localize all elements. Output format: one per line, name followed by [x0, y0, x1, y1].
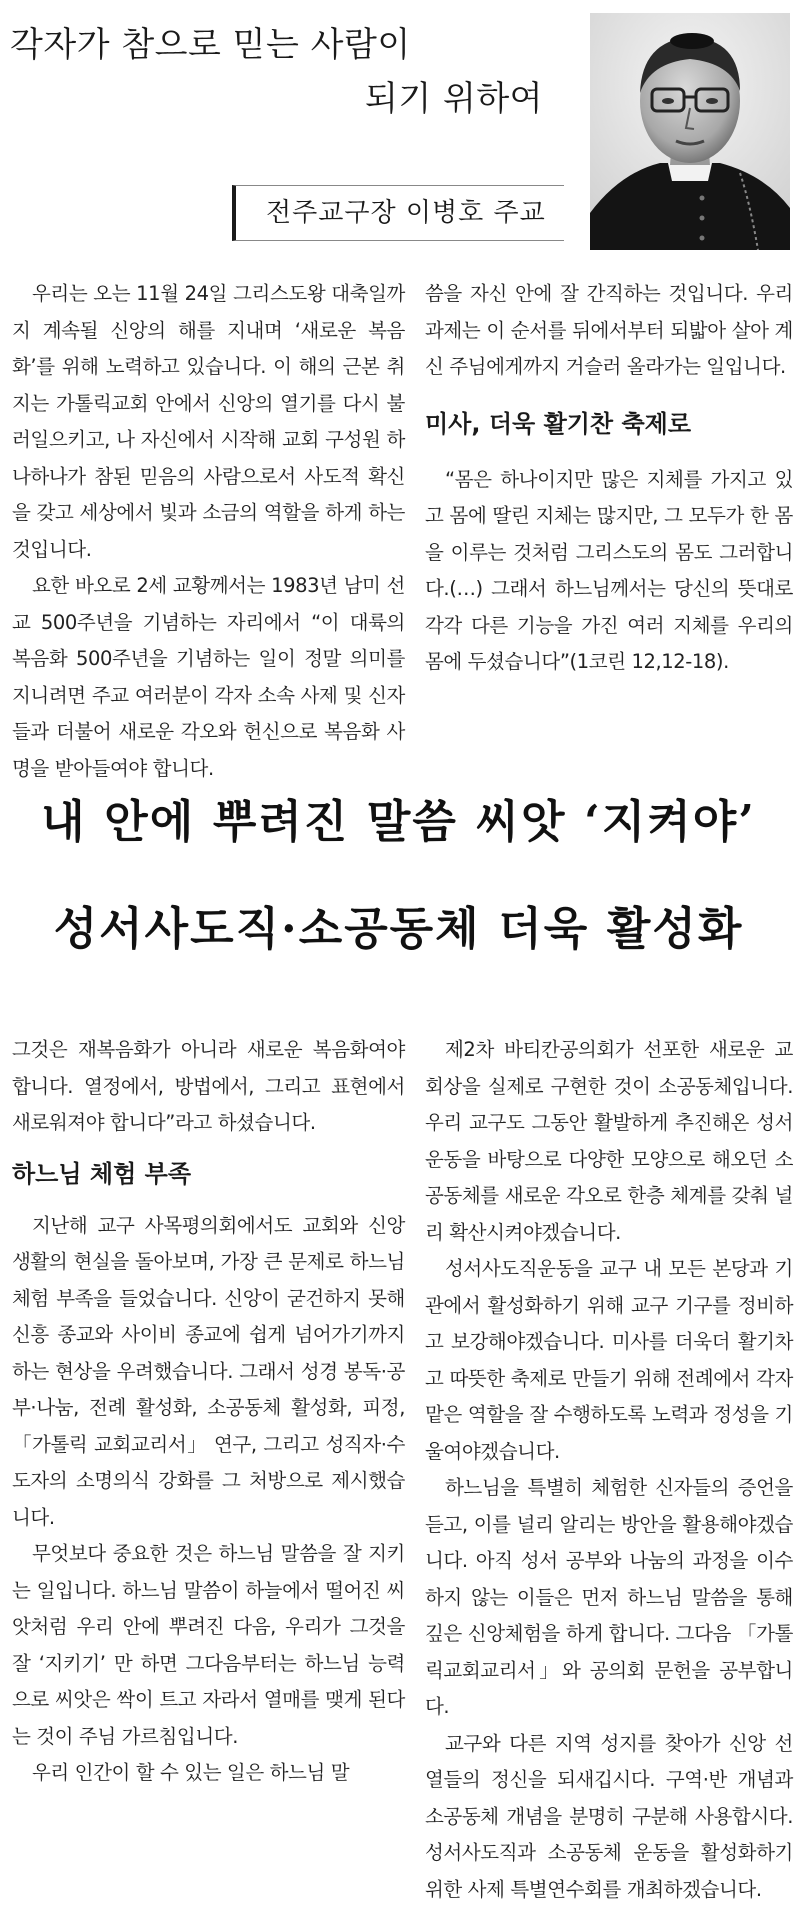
portrait-illustration — [590, 13, 790, 250]
paragraph: 그것은 재복음화가 아니라 새로운 복음화여야 합니다. 열정에서, 방법에서, 그리고 표현에서 새로워져야 합니다”라고 하셨습니다. — [12, 1032, 405, 1142]
paragraph: 우리는 오는 11월 24일 그리스도왕 대축일까지 계속될 신앙의 해를 지내며 ‘새로운 복음화’를 위해 노력하고 있습니다. 이 해의 근본 취지는 가톨릭교회 안에서 신앙의 열기를 다시 불러일으키고, 나 자신에서 시작해 교회 구성원 하나하나가 참된 믿음의 사람으로서 사도적 확신을 갖고 세상에서 빛과 소금의 역할을 하게 하는 것입니다. — [12, 276, 405, 568]
paragraph: 제2차 바티칸공의회가 선포한 새로운 교회상을 실제로 구현한 것이 소공동체입니다. 우리 교구도 그동안 활발하게 추진해온 성서운동을 바탕으로 다양한 모양으로 해오던 소공동체를 새로운 각오로 한층 체계를 갖춰 널리 확산시켜야겠습니다. — [425, 1032, 793, 1251]
subheading: 미사, 더욱 활기찬 축제로 — [425, 404, 793, 444]
author-byline: 전주교구장 이병호 주교 — [266, 198, 546, 228]
column-bottom-right — [425, 1032, 793, 1908]
column-top-right — [425, 276, 793, 681]
paragraph: 교구와 다른 지역 성지를 찾아가 신앙 선열들의 정신을 되새깁시다. 구역·반 개념과 소공동체 개념을 분명히 구분해 사용합시다. 성서사도직과 소공동체 운동을 활성화하기 위한 사제 특별연수회를 개최하겠습니다. — [425, 1726, 793, 1908]
main-headline-line-1: 내 안에 뿌려진 말씀 씨앗 ‘지켜야’ — [0, 785, 797, 850]
paragraph: 무엇보다 중요한 것은 하느님 말씀을 잘 지키는 일입니다. 하느님 말씀이 하늘에서 떨어진 씨앗처럼 우리 안에 뿌려진 다음, 우리가 그것을 잘 ‘지키기’ 만 하면 그다음부터는 하느님 능력으로 씨앗은 싹이 트고 자라서 열매를 맺게 된다는 것이 주님 가르침입니다. — [12, 1536, 405, 1755]
subheading: 하느님 체험 부족 — [12, 1154, 405, 1194]
author-portrait-photo — [590, 13, 790, 250]
article-headline — [10, 18, 570, 126]
paragraph: “몸은 하나이지만 많은 지체를 가지고 있고 몸에 딸린 지체는 많지만, 그 모두가 한 몸을 이루는 것처럼 그리스도의 몸도 그러합니다.(…) 그래서 하느님께서는 당신의 뜻대로 각각 다른 기능을 가진 여러 지체를 우리의 몸에 두셨습니다”(1코린 12,12-18). — [425, 462, 793, 681]
headline-line-1: 각자가 참으로 믿는 사람이 — [10, 18, 570, 72]
paragraph: 성서사도직운동을 교구 내 모든 본당과 기관에서 활성화하기 위해 교구 기구를 정비하고 보강해야겠습니다. 미사를 더욱더 활기차고 따뜻한 축제로 만들기 위해 전례에서 각자 맡은 역할을 잘 수행하도록 노력과 정성을 기울여야겠습니다. — [425, 1251, 793, 1470]
paragraph: 우리 인간이 할 수 있는 일은 하느님 말 — [12, 1755, 405, 1792]
paragraph: 씀을 자신 안에 잘 간직하는 것입니다. 우리 과제는 이 순서를 뒤에서부터 되밟아 살아 계신 주님에게까지 거슬러 올라가는 일입니다. — [425, 276, 793, 386]
main-headline-line-2: 성서사도직·소공동체 더욱 활성화 — [0, 892, 797, 957]
paragraph: 요한 바오로 2세 교황께서는 1983년 남미 선교 500주년을 기념하는 자리에서 “이 대륙의 복음화 500주년을 기념하는 일이 정말 의미를 지니려면 주교 여러분이 각자 소속 사제 및 신자들과 더불어 새로운 각오와 헌신으로 복음화 사명을 받아들여야 합니다. — [12, 568, 405, 787]
column-top-left — [12, 276, 405, 787]
headline-line-2: 되기 위하여 — [365, 72, 543, 126]
paragraph: 하느님을 특별히 체험한 신자들의 증언을 듣고, 이를 널리 알리는 방안을 활용해야겠습니다. 아직 성서 공부와 나눔의 과정을 이수하지 않는 이들은 먼저 하느님 말씀을 통해 깊은 신앙체험을 하게 합니다. 그다음 「가톨릭교회교리서」와 공의회 문헌을 공부합니다. — [425, 1470, 793, 1726]
paragraph: 지난해 교구 사목평의회에서도 교회와 신앙생활의 현실을 돌아보며, 가장 큰 문제로 하느님 체험 부족을 들었습니다. 신앙이 굳건하지 못해 신흥 종교와 사이비 종교에 쉽게 넘어가기까지 하는 현상을 우려했습니다. 그래서 성경 봉독·공부·나눔, 전례 활성화, 소공동체 활성화, 피정, 「가톨릭 교회교리서」 연구, 그리고 성직자·수도자의 소명의식 강화를 그 처방으로 제시했습니다. — [12, 1208, 405, 1537]
column-bottom-left — [12, 1032, 405, 1792]
